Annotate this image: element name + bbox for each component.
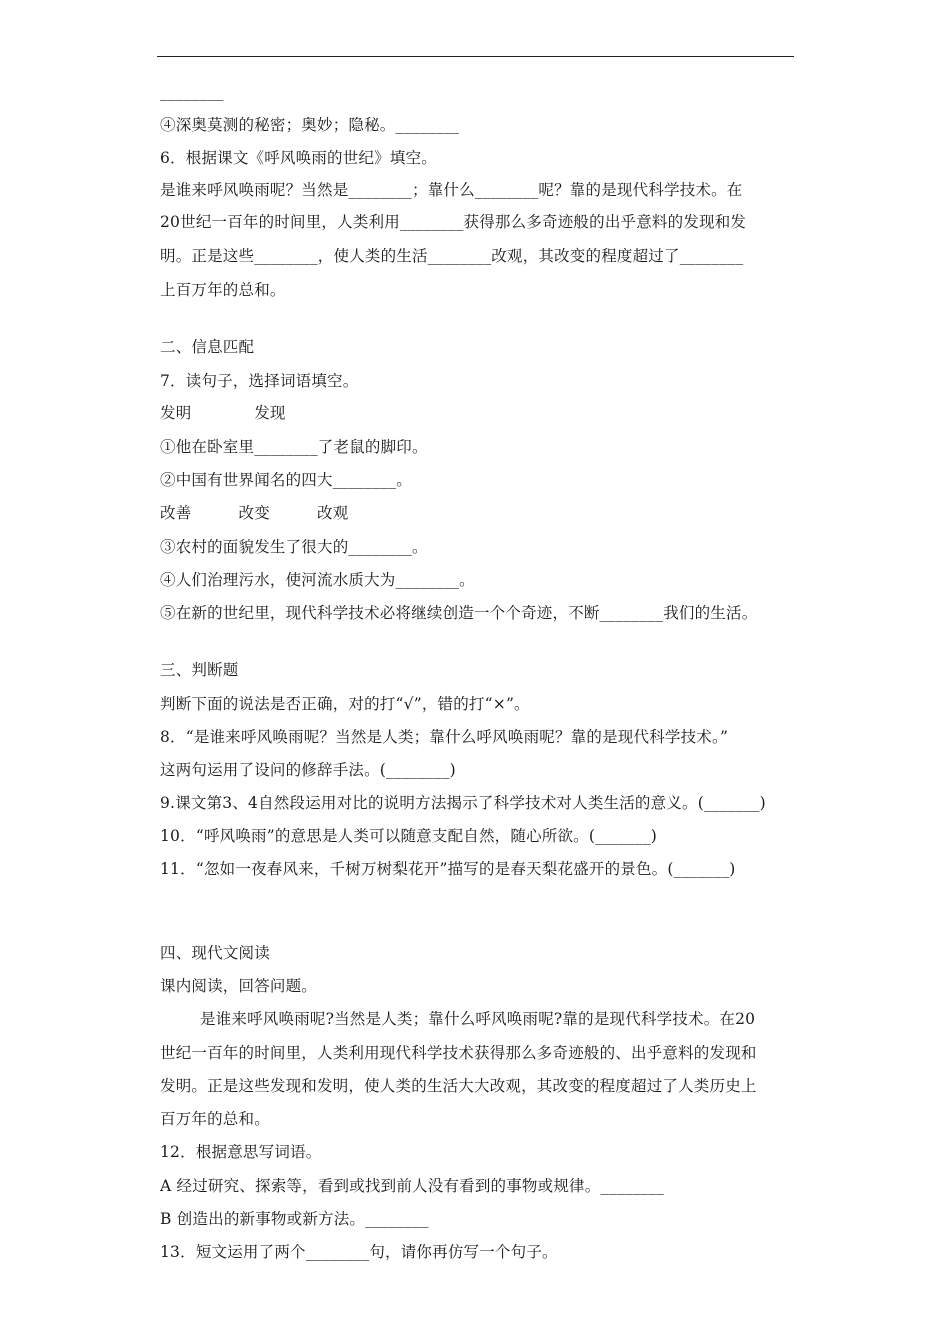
q6-line-1: 是谁来呼风唤雨呢？当然是________；靠什么________呢？靠的是现代科学技术。在 — [160, 181, 743, 199]
passage-line-2: 世纪一百年的时间里，人类利用现代科学技术获得那么多奇迹般的、出乎意料的发现和 — [160, 1044, 757, 1062]
q8-line-1: 8．“是谁来呼风唤雨呢？当然是人类；靠什么呼风唤雨呢？靠的是现代科学技术。” — [160, 728, 729, 746]
section-4-heading: 四、现代文阅读 — [160, 944, 270, 962]
q6-title: 6．根据课文《呼风唤雨的世纪》填空。 — [160, 149, 437, 167]
passage-line-3: 发明。正是这些发现和发明，使人类的生活大大改观，其改变的程度超过了人类历史上 — [160, 1077, 757, 1095]
passage-line-1: 是谁来呼风唤雨呢?当然是人类；靠什么呼风唤雨呢?靠的是现代科学技术。在20 — [200, 1010, 756, 1028]
top-blank: ________ — [160, 83, 224, 101]
q12-a: A 经过研究、探索等，看到或找到前人没有看到的事物或规律。________ — [160, 1177, 665, 1195]
q6-line-2: 20世纪一百年的时间里，人类利用________获得那么多奇迹般的出乎意料的发现和发 — [160, 213, 747, 231]
word-options-1: 发明 发现 — [160, 404, 286, 422]
section-4-instruction: 课内阅读，回答问题。 — [160, 977, 318, 995]
q7-item-1: ①他在卧室里________了老鼠的脚印。 — [160, 438, 428, 456]
q6-line-3: 明。正是这些________，使人类的生活________改观，其改变的程度超过了________ — [160, 247, 744, 265]
q12-b: B 创造出的新事物或新方法。________ — [160, 1210, 429, 1228]
section-3-instruction: 判断下面的说法是否正确，对的打“√”，错的打“×”。 — [160, 695, 530, 713]
q7-item-3: ③农村的面貌发生了很大的________。 — [160, 538, 428, 556]
q7-item-5: ⑤在新的世纪里，现代科学技术必将继续创造一个个奇迹，不断________我们的生活。 — [160, 604, 758, 622]
q6-line-4: 上百万年的总和。 — [160, 281, 286, 299]
section-3-heading: 三、判断题 — [160, 661, 239, 679]
passage-line-4: 百万年的总和。 — [160, 1110, 270, 1128]
header-rule — [157, 56, 794, 57]
q7-title: 7．读句子，选择词语填空。 — [160, 372, 359, 390]
word-options-2: 改善 改变 改观 — [160, 504, 349, 522]
q4-item: ④深奥莫测的秘密；奥妙；隐秘。________ — [160, 116, 460, 134]
q11: 11．“忽如一夜春风来，千树万树梨花开”描写的是春天梨花盛开的景色。(_______) — [160, 860, 736, 878]
section-2-heading: 二、信息匹配 — [160, 338, 255, 356]
q9: 9.课文第3、4自然段运用对比的说明方法揭示了科学技术对人类生活的意义。(_______) — [160, 794, 766, 812]
q7-item-4: ④人们治理污水，使河流水质大为________。 — [160, 571, 475, 589]
q8-line-2: 这两句运用了设问的修辞手法。(________) — [160, 761, 456, 779]
q13: 13．短文运用了两个________句，请你再仿写一个句子。 — [160, 1243, 558, 1261]
q10: 10．“呼风唤雨”的意思是人类可以随意支配自然，随心所欲。(_______) — [160, 827, 658, 845]
q12-title: 12．根据意思写词语。 — [160, 1143, 322, 1161]
q7-item-2: ②中国有世界闻名的四大________。 — [160, 471, 413, 489]
